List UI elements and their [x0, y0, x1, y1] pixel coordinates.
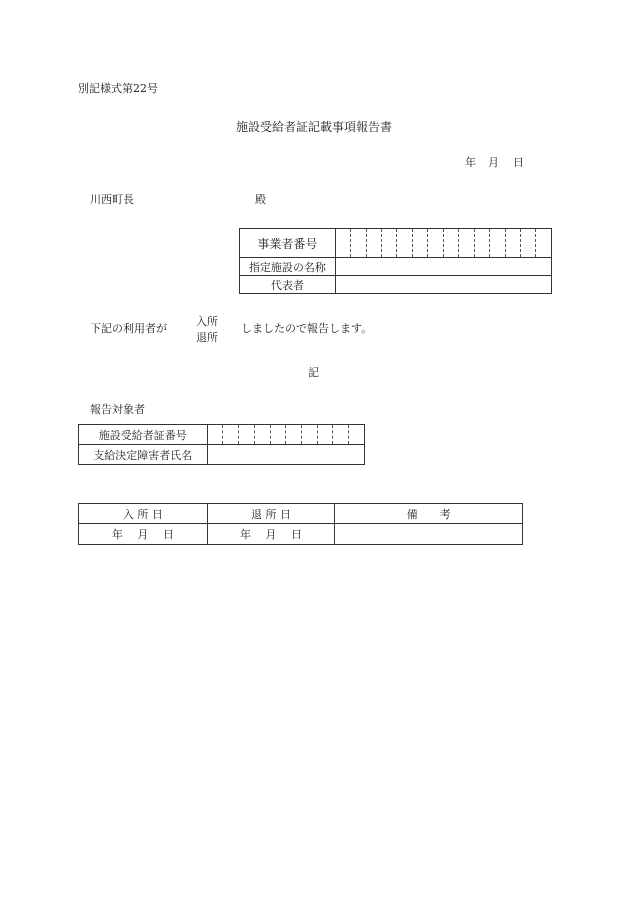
date-month: 月 [488, 156, 499, 169]
digit-cell[interactable] [382, 229, 397, 258]
digit-cell[interactable] [301, 425, 317, 445]
ki-mark: 記 [308, 366, 319, 379]
digit-cell[interactable] [536, 229, 552, 258]
date-day: 日 [513, 156, 524, 169]
digit-cell[interactable] [351, 229, 366, 258]
digit-cell[interactable] [254, 425, 270, 445]
recipient-name-field[interactable] [207, 445, 364, 465]
digit-cell[interactable] [366, 229, 381, 258]
digit-cell[interactable] [505, 229, 520, 258]
discharge-date-header: 退 所 日 [207, 504, 335, 524]
option-discharge: 退所 [196, 331, 218, 344]
representative-field[interactable] [335, 276, 551, 294]
business-number-label: 事業者番号 [240, 229, 336, 258]
remarks-header: 備 考 [335, 504, 523, 524]
digit-cell[interactable] [349, 425, 365, 445]
addressee: 川西町長 [90, 193, 134, 206]
digit-cell[interactable] [239, 425, 255, 445]
digit-cell[interactable] [474, 229, 489, 258]
digit-cell[interactable] [333, 425, 349, 445]
subject-heading: 報告対象者 [90, 403, 145, 416]
admission-date-header: 入 所 日 [79, 504, 208, 524]
form-number: 別記様式第22号 [78, 82, 158, 95]
subject-table [78, 424, 365, 465]
certificate-number-label: 施設受給者証番号 [79, 425, 208, 445]
document-title: 施設受給者証記載事項報告書 [236, 120, 393, 134]
digit-cell[interactable] [223, 425, 239, 445]
digit-cell[interactable] [270, 425, 286, 445]
statement-prefix: 下記の利用者が [90, 322, 167, 335]
facility-name-label: 指定施設の名称 [240, 258, 336, 276]
digit-cell[interactable] [459, 229, 474, 258]
honorific: 殿 [255, 193, 266, 206]
digit-cell[interactable] [286, 425, 302, 445]
dates-table [78, 503, 523, 545]
remarks-field[interactable] [335, 524, 523, 545]
date-year: 年 [465, 156, 476, 169]
facility-name-field[interactable] [335, 258, 551, 276]
digit-cell[interactable] [397, 229, 412, 258]
digit-cell[interactable] [207, 425, 223, 445]
digit-cell[interactable] [412, 229, 427, 258]
digit-cell[interactable] [335, 229, 350, 258]
statement-suffix: しましたので報告します。 [241, 322, 373, 335]
digit-cell[interactable] [317, 425, 333, 445]
digit-cell[interactable] [443, 229, 458, 258]
digit-cell[interactable] [490, 229, 505, 258]
recipient-name-label: 支給決定障害者氏名 [79, 445, 208, 465]
admission-date-value[interactable]: 年 月 日 [79, 524, 208, 545]
discharge-date-value[interactable]: 年 月 日 [207, 524, 335, 545]
digit-cell[interactable] [428, 229, 443, 258]
option-admission: 入所 [196, 315, 218, 328]
representative-label: 代表者 [240, 276, 336, 294]
digit-cell[interactable] [520, 229, 535, 258]
business-info-table [239, 228, 552, 294]
